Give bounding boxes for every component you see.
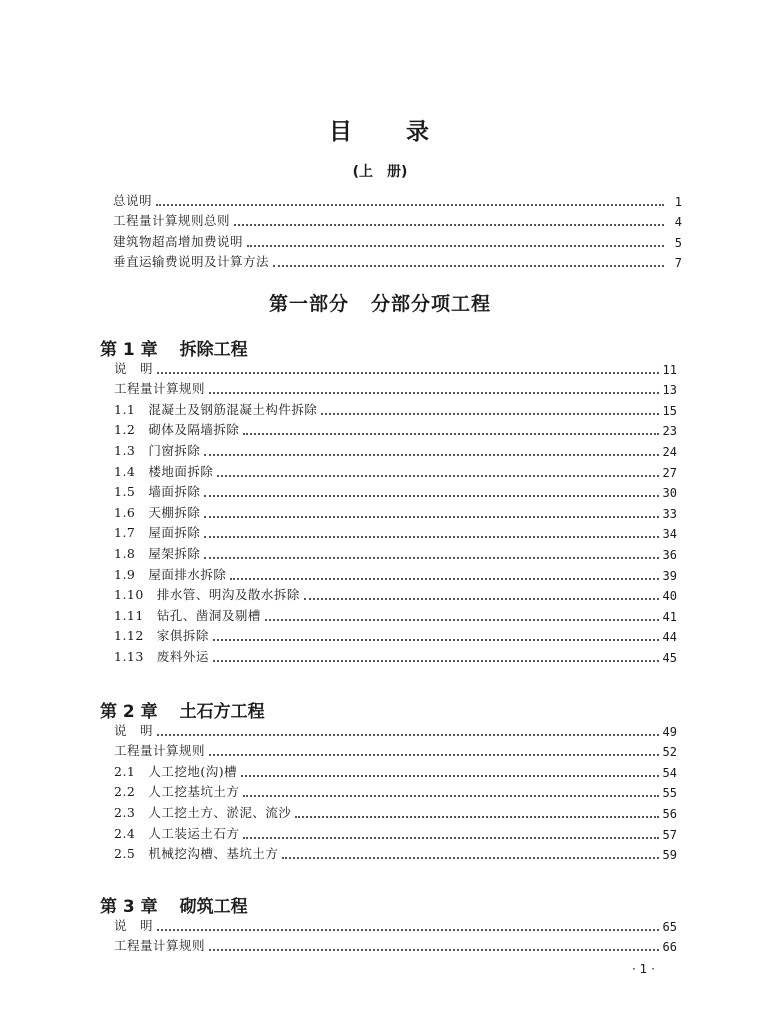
dot-leader xyxy=(265,619,659,621)
toc-entry-page: 40 xyxy=(662,589,677,604)
toc-entry[interactable] xyxy=(114,438,677,459)
toc-entry[interactable] xyxy=(114,377,677,398)
toc-entry-label: 1.6 天棚拆除 xyxy=(114,504,201,520)
toc-entry-page: 45 xyxy=(662,650,677,665)
toc-entry-label: 1.4 楼地面拆除 xyxy=(114,463,214,479)
toc-entry-label: 1.13 废料外运 xyxy=(114,648,209,664)
toc-entry[interactable] xyxy=(114,718,677,739)
toc-entry-page: 30 xyxy=(662,486,677,501)
toc-entry[interactable] xyxy=(113,250,682,271)
toc-entry[interactable] xyxy=(114,934,677,955)
toc-entry-label: 1.5 墙面拆除 xyxy=(114,484,201,500)
page-title-left: 目 xyxy=(329,119,354,145)
toc-entry[interactable] xyxy=(114,356,677,377)
part-heading xyxy=(0,289,760,316)
toc-entry-page: 65 xyxy=(662,919,677,934)
toc-entry-label: 工程量计算规则 xyxy=(114,743,206,759)
toc-entry-page: 33 xyxy=(662,506,677,521)
part-name: 第一部分 xyxy=(268,293,349,315)
toc-entry-page: 13 xyxy=(662,383,677,398)
dot-leader xyxy=(321,413,658,415)
dot-leader xyxy=(157,372,659,374)
toc-entry-label: 1.12 家俱拆除 xyxy=(114,628,209,644)
dot-leader xyxy=(230,578,658,580)
toc-entry-label: 说 明 xyxy=(114,360,154,376)
toc-entry-page: 24 xyxy=(662,444,677,459)
toc-entry[interactable] xyxy=(113,209,682,230)
dot-leader xyxy=(247,245,664,247)
toc-entry-page: 57 xyxy=(662,827,677,842)
toc-entry[interactable] xyxy=(113,229,682,250)
toc-entry-label: 总说明 xyxy=(113,192,153,208)
chapter-number: 第 3 章 xyxy=(100,897,158,917)
toc-entry-page: 52 xyxy=(662,745,677,760)
toc-entry-label: 2.4 人工装运土石方 xyxy=(114,825,240,841)
toc-entry-label: 2.5 机械挖沟槽、基坑土方 xyxy=(114,846,279,862)
toc-entry[interactable] xyxy=(114,480,677,501)
dot-leader xyxy=(209,754,659,756)
chapter-number: 第 1 章 xyxy=(100,340,158,360)
toc-entry-page: 66 xyxy=(662,940,677,955)
toc-entry[interactable] xyxy=(114,644,677,665)
toc-entry-page: 5 xyxy=(674,235,682,250)
toc-entry-page: 44 xyxy=(662,630,677,645)
toc-entry-label: 1.7 屋面拆除 xyxy=(114,525,201,541)
dot-leader xyxy=(241,775,658,777)
dot-leader xyxy=(204,516,658,518)
toc-entry[interactable] xyxy=(114,583,677,604)
part-title: 分部分项工程 xyxy=(371,293,492,315)
toc-entry-label: 工程量计算规则 xyxy=(114,938,206,954)
toc-entry-label: 1.8 屋架拆除 xyxy=(114,545,201,561)
toc-entry-page: 55 xyxy=(662,786,677,801)
toc-entry[interactable] xyxy=(114,562,677,583)
chapter-number: 第 2 章 xyxy=(100,702,158,722)
toc-entry-page: 11 xyxy=(662,362,677,377)
toc-entry-label: 2.2 人工挖基坑土方 xyxy=(114,784,240,800)
toc-entry[interactable] xyxy=(114,418,677,439)
toc-entry-label: 1.9 屋面排水拆除 xyxy=(114,566,227,582)
toc-entry[interactable] xyxy=(114,541,677,562)
chapter-title: 土石方工程 xyxy=(179,702,265,722)
toc-entry[interactable] xyxy=(113,188,682,209)
toc-entry-page: 4 xyxy=(674,215,682,230)
dot-leader xyxy=(156,204,664,206)
chapter-title: 砌筑工程 xyxy=(179,897,248,917)
toc-entry-page: 15 xyxy=(662,403,677,418)
toc-entry[interactable] xyxy=(114,521,677,542)
dot-leader xyxy=(157,734,659,736)
toc-entry-page: 54 xyxy=(662,765,677,780)
dot-leader xyxy=(243,837,658,839)
dot-leader xyxy=(217,475,658,477)
dot-leader xyxy=(234,224,664,226)
page-number: · 1 · xyxy=(632,962,655,976)
toc-entry-label: 建筑物超高增加费说明 xyxy=(113,233,244,249)
toc-entry[interactable] xyxy=(114,759,677,780)
toc-entry-page: 56 xyxy=(662,806,677,821)
toc-entry-label: 说 明 xyxy=(114,917,154,933)
toc-entry-page: 1 xyxy=(674,194,682,209)
toc-entry-label: 2.1 人工挖地(沟)槽 xyxy=(114,763,238,779)
dot-leader xyxy=(204,495,658,497)
dot-leader xyxy=(304,598,659,600)
dot-leader xyxy=(213,660,659,662)
front-matter-list xyxy=(113,188,682,270)
chapter-entry-list xyxy=(114,913,677,954)
toc-entry[interactable] xyxy=(114,821,677,842)
dot-leader xyxy=(243,433,658,435)
dot-leader xyxy=(209,949,659,951)
toc-entry-page: 7 xyxy=(674,256,682,271)
chapter-title: 拆除工程 xyxy=(179,340,248,360)
toc-entry-label: 1.3 门窗拆除 xyxy=(114,442,201,458)
toc-entry[interactable] xyxy=(114,397,677,418)
dot-leader xyxy=(273,265,664,267)
toc-entry-label: 工程量计算规则总则 xyxy=(113,213,231,229)
toc-entry[interactable] xyxy=(114,624,677,645)
dot-leader xyxy=(209,392,659,394)
toc-entry[interactable] xyxy=(114,739,677,760)
toc-entry-page: 41 xyxy=(662,609,677,624)
dot-leader xyxy=(204,454,658,456)
toc-entry-page: 36 xyxy=(662,547,677,562)
page-title xyxy=(0,113,760,146)
page-title-right: 录 xyxy=(406,119,431,145)
toc-entry[interactable] xyxy=(114,842,677,863)
dot-leader xyxy=(243,795,658,797)
toc-entry-label: 2.3 人工挖土方、淤泥、流沙 xyxy=(114,804,292,820)
toc-entry-page: 39 xyxy=(662,568,677,583)
toc-entry-page: 49 xyxy=(662,724,677,739)
toc-entry-page: 27 xyxy=(662,465,677,480)
toc-entry[interactable] xyxy=(114,780,677,801)
toc-entry-page: 34 xyxy=(662,527,677,542)
chapter-entry-list xyxy=(114,356,677,665)
toc-entry[interactable] xyxy=(114,603,677,624)
toc-entry[interactable] xyxy=(114,500,677,521)
dot-leader xyxy=(213,639,659,641)
toc-entry[interactable] xyxy=(114,459,677,480)
dot-leader xyxy=(282,857,658,859)
toc-entry-label: 1.11 钻孔、凿洞及剔槽 xyxy=(114,607,261,623)
toc-entry[interactable] xyxy=(114,913,677,934)
toc-entry[interactable] xyxy=(114,800,677,821)
toc-entry-label: 工程量计算规则 xyxy=(114,381,206,397)
toc-entry-label: 1.10 排水管、明沟及散水拆除 xyxy=(114,587,300,603)
dot-leader xyxy=(295,816,658,818)
chapter-entry-list xyxy=(114,718,677,862)
dot-leader xyxy=(204,536,658,538)
volume-subtitle: (上 册) xyxy=(352,164,408,180)
toc-entry-page: 59 xyxy=(662,848,677,863)
toc-entry-label: 说 明 xyxy=(114,722,154,738)
toc-entry-label: 1.2 砌体及隔墙拆除 xyxy=(114,422,240,438)
dot-leader xyxy=(204,557,658,559)
toc-entry-label: 1.1 混凝土及钢筋混凝土构件拆除 xyxy=(114,401,318,417)
dot-leader xyxy=(157,929,659,931)
toc-entry-page: 23 xyxy=(662,424,677,439)
toc-entry-label: 垂直运输费说明及计算方法 xyxy=(113,254,270,270)
